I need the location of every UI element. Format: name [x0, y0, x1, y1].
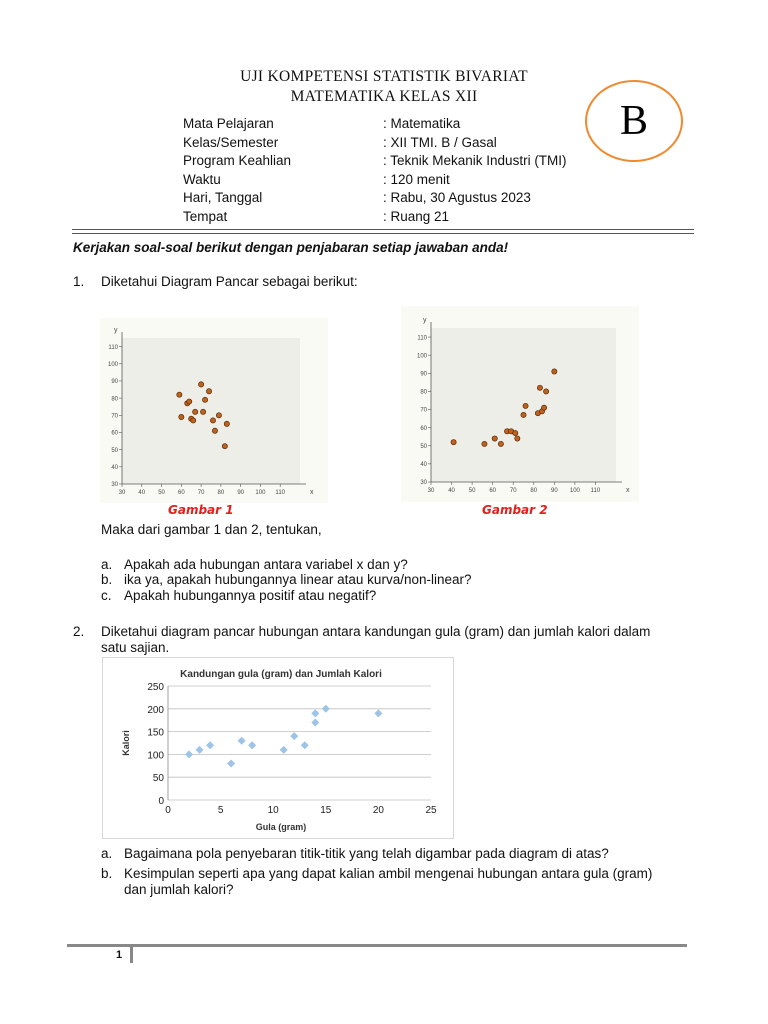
data-point — [301, 741, 309, 749]
meta-value: : Teknik Mekanik Industri (TMI) — [383, 153, 567, 168]
fig1-point — [212, 428, 217, 433]
fig2-y-tick-label: 30 — [420, 480, 427, 487]
fig2-point — [451, 440, 456, 445]
fig1-x-tick-label: 30 — [118, 490, 126, 496]
data-point — [290, 732, 298, 740]
scatter-figure-1 — [100, 318, 328, 503]
y-tick-label: 0 — [158, 796, 164, 807]
meta-row — [183, 208, 567, 227]
fig2-x-tick-label: 90 — [550, 488, 558, 494]
fig1-x-tick-label: 90 — [237, 490, 245, 496]
meta-row — [183, 115, 567, 134]
fig2-x-tick-label: 50 — [468, 488, 476, 494]
q2-text-line2: satu sajian. — [101, 640, 170, 655]
fig2-y-tick-label: 50 — [420, 443, 427, 450]
meta-value: : Ruang 21 — [383, 208, 450, 224]
instruction: Kerjakan soal-soal berikut dengan penjabaran setiap jawaban anda! — [73, 240, 509, 255]
q2-item-label: b. — [101, 866, 113, 881]
data-point — [185, 750, 193, 758]
fig2-point — [492, 436, 497, 441]
y-tick-label: 250 — [147, 682, 164, 693]
fig1-x-tick-label: 50 — [158, 490, 165, 496]
fig1-y-tick-label: 30 — [111, 482, 118, 489]
meta-row — [183, 134, 567, 153]
data-point — [196, 746, 204, 754]
header-divider — [72, 229, 694, 230]
data-point — [374, 709, 382, 717]
meta-key: Hari, Tanggal — [183, 190, 263, 205]
fig2-point — [537, 385, 542, 390]
fig2-y-tick-label: 70 — [420, 407, 427, 414]
data-point — [227, 760, 235, 768]
fig1-point — [199, 382, 204, 387]
fig2-x-tick-label: 40 — [448, 488, 455, 494]
q1-item-label: c. — [101, 588, 112, 603]
page-number: 1 — [116, 949, 123, 961]
chart-title: Kandungan gula (gram) dan Jumlah Kalori — [180, 669, 382, 680]
fig2-point — [544, 389, 549, 394]
meta-row — [183, 152, 567, 171]
fig2-point — [523, 403, 528, 408]
q2-item-label: a. — [101, 846, 113, 861]
fig1-point — [200, 409, 205, 414]
fig1-y-tick-label: 70 — [111, 413, 118, 420]
fig1-point — [202, 397, 207, 402]
fig2-y-tick-label: 90 — [420, 371, 427, 378]
q2-number: 2. — [73, 624, 85, 639]
footer-separator — [130, 947, 133, 963]
meta-value: : 120 menit — [383, 171, 450, 187]
data-point — [238, 737, 246, 745]
fig1-point — [206, 389, 211, 394]
fig2-point — [482, 441, 487, 446]
meta-value: : Matematika — [383, 116, 461, 131]
meta-key: Program Keahlian — [183, 153, 292, 168]
footer-rule — [67, 944, 687, 947]
meta-key: Mata Pelajaran — [183, 116, 274, 131]
fig1-y-tick-label: 80 — [111, 396, 118, 403]
q1-number: 1. — [73, 274, 85, 289]
q2-text-line1: Diketahui diagram pancar hubungan antara kandungan gula (gram) dan jumlah kalori dalam — [101, 624, 651, 639]
figure-1-caption: Gambar 1 — [168, 503, 234, 517]
fig1-point — [210, 418, 215, 423]
y-axis-title: Kalori — [121, 730, 131, 756]
y-tick-label: 100 — [147, 750, 164, 762]
version-badge: B — [585, 80, 683, 162]
fig2-x-tick-label: 70 — [509, 488, 517, 494]
fig1-x-tick-label: 110 — [275, 490, 286, 496]
q1-item-text: ika ya, apakah hubungannya linear atau kurva/non-linear? — [124, 572, 472, 587]
fig2-y-tick-label: 110 — [417, 335, 427, 342]
x-tick-label: 25 — [425, 805, 437, 816]
q1-followup: Maka dari gambar 1 dan 2, tentukan, — [101, 522, 322, 537]
fig1-y-tick-label: 60 — [111, 430, 118, 437]
data-point — [322, 705, 330, 713]
q2-item-text-cont: dan jumlah kalori? — [124, 882, 234, 897]
q1-item-text: Apakah ada hubungan antara variabel x dan y? — [124, 557, 408, 572]
fig2-point — [541, 405, 546, 410]
fig2-y-tick-label: 60 — [420, 425, 427, 432]
fig2-x-tick-label: 30 — [427, 488, 435, 494]
data-point — [206, 741, 214, 749]
fig1-x-tick-label: 60 — [177, 490, 185, 496]
fig2-x-tick-label: 60 — [489, 488, 497, 494]
q1-text: Diketahui Diagram Pancar sebagai berikut: — [101, 274, 358, 289]
q2-item-text: Kesimpulan seperti apa yang dapat kalian ambil mengenai hubungan antara gula (gram) — [124, 866, 653, 881]
fig2-point — [521, 412, 526, 417]
fig1-y-tick-label: 90 — [111, 379, 118, 386]
q1-item-text: Apakah hubungannya positif atau negatif? — [124, 588, 377, 603]
figure-2 — [401, 306, 639, 502]
scatter-figure-2 — [401, 306, 639, 502]
fig1-point — [224, 421, 229, 426]
y-tick-label: 150 — [147, 727, 164, 739]
fig1-y-axis-label: y — [114, 327, 118, 334]
y-tick-label: 50 — [152, 773, 164, 785]
fig1-point — [193, 409, 198, 414]
x-axis-title: Gula (gram) — [255, 822, 307, 832]
fig1-y-tick-label: 50 — [111, 447, 118, 454]
fig2-point — [513, 430, 518, 435]
exam-meta — [183, 115, 567, 226]
fig2-y-tick-label: 80 — [420, 389, 427, 396]
meta-value: : XII TMI. B / Gasal — [383, 134, 497, 150]
fig1-x-tick-label: 40 — [138, 490, 146, 496]
doc-title-line2: MATEMATIKA KELAS XII — [290, 88, 478, 105]
fig1-point — [216, 413, 221, 418]
x-tick-label: 10 — [267, 805, 279, 816]
x-tick-label: 15 — [320, 805, 332, 816]
y-tick-label: 200 — [147, 704, 164, 716]
fig1-x-tick-label: 70 — [197, 490, 205, 496]
fig2-point — [552, 369, 557, 374]
meta-key: Waktu — [183, 171, 221, 187]
meta-row — [183, 189, 567, 208]
fig2-y-tick-label: 100 — [416, 353, 427, 360]
x-tick-label: 0 — [165, 805, 171, 816]
fig1-x-tick-label: 80 — [217, 490, 225, 496]
data-point — [248, 741, 256, 749]
fig2-point — [515, 436, 520, 441]
data-point — [311, 718, 319, 726]
fig2-point — [498, 441, 503, 446]
x-tick-label: 5 — [217, 805, 224, 816]
q2-item-text: Bagaimana pola penyebaran titik-titik yang telah digambar pada diagram di atas? — [124, 846, 609, 861]
fig1-point — [179, 414, 184, 419]
doc-title-line1: UJI KOMPETENSI STATISTIK BIVARIAT — [240, 68, 528, 85]
fig1-point — [191, 418, 196, 423]
fig1-point — [187, 399, 192, 404]
meta-key: Kelas/Semester — [183, 134, 279, 150]
header-divider — [72, 233, 694, 234]
fig1-x-tick-label: 100 — [255, 490, 266, 496]
sugar-calorie-chart — [102, 657, 454, 839]
data-point — [280, 746, 288, 754]
q1-item-label: a. — [101, 557, 113, 572]
fig2-x-axis-label: x — [626, 487, 630, 494]
fig2-y-axis-label: y — [423, 317, 427, 324]
fig1-x-axis-label: x — [310, 489, 314, 496]
figure-2-caption: Gambar 2 — [482, 503, 548, 517]
fig1-plot-area — [122, 338, 300, 484]
meta-key: Tempat — [183, 208, 228, 224]
meta-value: : Rabu, 30 Agustus 2023 — [383, 190, 531, 205]
figure-1 — [100, 318, 328, 503]
fig1-y-tick-label: 110 — [108, 344, 118, 351]
meta-row — [183, 171, 567, 190]
fig1-y-tick-label: 40 — [111, 465, 118, 472]
q1-item-label: b. — [101, 572, 113, 587]
fig2-x-tick-label: 110 — [590, 488, 601, 494]
fig1-point — [177, 392, 182, 397]
fig1-point — [222, 444, 227, 449]
fig1-y-tick-label: 100 — [107, 361, 118, 368]
data-point — [311, 709, 319, 717]
x-tick-label: 20 — [372, 805, 384, 816]
fig2-x-tick-label: 80 — [530, 488, 538, 494]
scatter-figure-3 — [103, 658, 453, 838]
fig2-x-tick-label: 100 — [569, 488, 580, 494]
fig2-y-tick-label: 40 — [420, 462, 427, 469]
